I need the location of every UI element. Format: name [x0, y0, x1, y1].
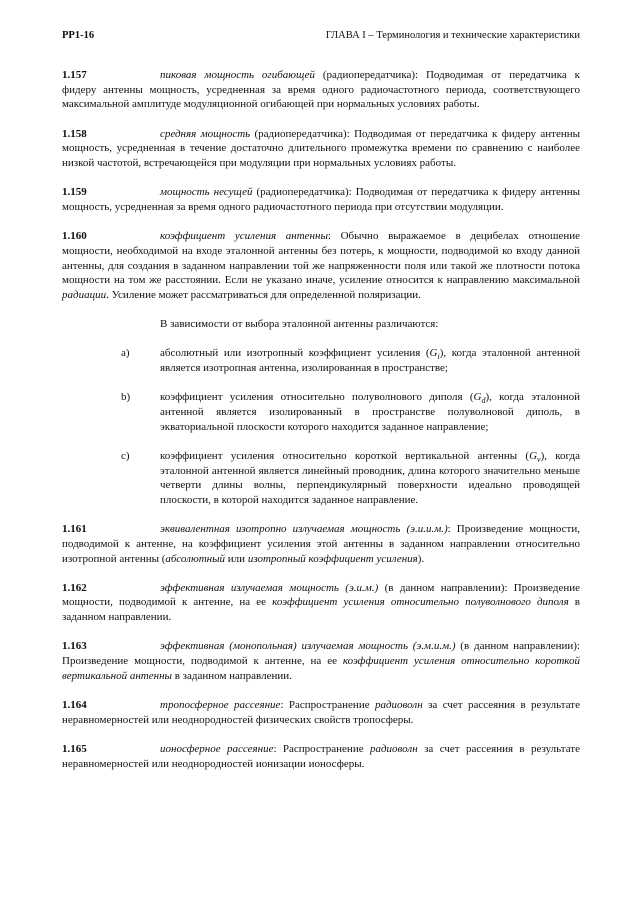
definition-text: или — [225, 552, 248, 565]
definition-number: 1.159 — [62, 186, 87, 199]
definition-text: : Произведение мощности, подводимой к антенне, на коэффициент усиления этой антенны в заданном направлении относительно изотропной антенны ( — [62, 523, 580, 565]
cross-reference: радиоволн — [374, 699, 423, 711]
definition-text: : Распространение — [273, 742, 370, 755]
list-item-text: коэффициент усиления относительно короткой вертикальной антенны ( — [160, 449, 530, 462]
definition-1-159 — [62, 185, 580, 214]
definition-text: за счет рассеяния в результате неравномерностей или неоднородностей физических свойств тропосферы. — [62, 699, 580, 726]
list-item-text: коэффициент усиления относительно полуволнового диполя ( — [160, 391, 474, 404]
cross-reference: коэффициент усиления относительно короткой вертикальной антенны — [62, 655, 581, 682]
definition-term: тропосферное рассеяние — [160, 699, 281, 711]
definition-number: 1.164 — [62, 699, 87, 711]
definition-1-162 — [62, 581, 580, 625]
cross-reference: радиоволн — [369, 742, 418, 755]
definition-text: (радиопередатчика): Подводимая от передатчика к фидеру антенны мощность, усредненная за время одного радиочастотного периода, соответствующего максимальной амплитуде модуляционной огибающей при нормальных условиях работы. — [62, 69, 580, 111]
list-item-text: ), когда эталонной антенной является линейный проводник, длина которого значительно меньше четверти длины волны, перпендикулярный поверхности идеально проводящей плоскости, в которой находится заданное направление. — [160, 449, 580, 506]
gain-symbol: G — [429, 347, 438, 360]
list-item-c — [62, 449, 580, 508]
document-code: РР1-16 — [62, 30, 95, 41]
definition-number: 1.161 — [62, 523, 87, 536]
list-item-a — [62, 346, 580, 375]
list-item-text: ), когда эталонной антенной является изотропная антенна, изолированная в пространстве; — [160, 347, 580, 375]
definition-term: мощность несущей — [160, 186, 253, 199]
definition-text: в заданном направлении. — [171, 669, 292, 682]
list-item-text: ), когда эталонной антенной является изолированный в пространстве полуволновой диполь, в экваториальной плоскости которого находится заданное направление; — [160, 391, 580, 433]
list-item-letter: a) — [121, 347, 130, 360]
list-item-letter: b) — [121, 391, 131, 404]
definition-1-157 — [62, 68, 580, 112]
definition-text: . Усиление может рассматриваться для определенной поляризации. — [106, 288, 421, 301]
definition-term: эффективная (монопольная) излучаемая мощность (э.м.и.м.) — [160, 640, 456, 653]
definition-text: ). — [417, 552, 425, 565]
cross-reference: абсолютный — [165, 552, 226, 565]
cross-reference: радиации — [62, 288, 107, 301]
list-item-letter: c) — [121, 449, 130, 462]
definition-number: 1.162 — [62, 581, 87, 594]
list-item-b — [62, 390, 580, 434]
definition-1-161 — [62, 522, 580, 566]
page-body — [62, 68, 580, 786]
definition-number: 1.160 — [62, 230, 87, 243]
definition-text: за счет рассеяния в результате неравномерностей или неоднородностей ионизации ионосферы. — [62, 742, 580, 770]
definition-text: в заданном направлении. — [62, 596, 580, 624]
gain-symbol: G — [529, 449, 538, 462]
definition-term: эффективная излучаемая мощность (э.и.м.) — [160, 581, 379, 594]
definition-number: 1.165 — [62, 742, 87, 755]
list-item-text: абсолютный или изотропный коэффициент усиления ( — [160, 347, 430, 360]
definition-text: (радиопередатчика): Подводимая от передатчика к фидеру антенны мощность, усредненная в течение достаточно длительного промежутка времени по сравнению с наиболее низкой частотой, встречающейся при модуляции при нормальных условиях работы. — [62, 127, 580, 170]
definition-1-160 — [62, 229, 580, 303]
gain-subscript: i — [437, 352, 440, 362]
gain-subscript: v — [537, 455, 541, 465]
page-header — [62, 30, 580, 46]
definition-1-165 — [62, 742, 580, 771]
definition-1-163 — [62, 639, 580, 683]
chapter-title: ГЛАВА I – Терминология и технические характеристики — [325, 30, 580, 41]
gain-subscript: d — [481, 396, 486, 406]
definition-1-158 — [62, 127, 580, 171]
cross-reference: коэффициент усиления относительно полуволнового диполя — [272, 596, 569, 609]
definition-term: эквивалентная изотропно излучаемая мощность (э.и.и.м.) — [160, 523, 448, 536]
gain-symbol: G — [473, 391, 482, 404]
definition-1-164 — [62, 698, 580, 727]
definition-term: пиковая мощность огибающей — [160, 69, 315, 81]
definition-text: : Обычно выражаемое в децибелах отношение мощности, необходимой на входе эталонной антенны без потерь, к мощности, подводимой ко входу данной антенны, для создания в заданном направлении той же напряженности поля или такой же плотности потока мощности на том же расстоянии. Если не указано иначе, усиление относится к направлению максимальной — [62, 230, 581, 287]
definition-term: ионосферное рассеяние — [160, 742, 274, 755]
definition-number: 1.157 — [62, 69, 87, 81]
list-intro: В зависимости от выбора эталонной антенны различаются: — [160, 318, 439, 331]
definition-number: 1.163 — [62, 640, 87, 653]
definition-term: средняя мощность — [160, 127, 251, 140]
cross-reference: изотропный коэффициент усиления — [247, 552, 418, 565]
definition-text: (радиопередатчика): Подводимая от передатчика к фидеру антенны мощность, усредненная за время одного радиочастотного периода при отсутствии модуляции. — [62, 186, 580, 213]
definition-text: (в данном направлении): Произведение мощности, подводимой к антенне, на ее — [62, 640, 580, 668]
definition-number: 1.158 — [62, 127, 87, 140]
definition-text: (в данном направлении): Произведение мощности, подводимой к антенне, на ее — [62, 581, 580, 609]
definition-term: коэффициент усиления антенны — [160, 230, 328, 243]
definition-text: : Распространение — [280, 699, 375, 711]
